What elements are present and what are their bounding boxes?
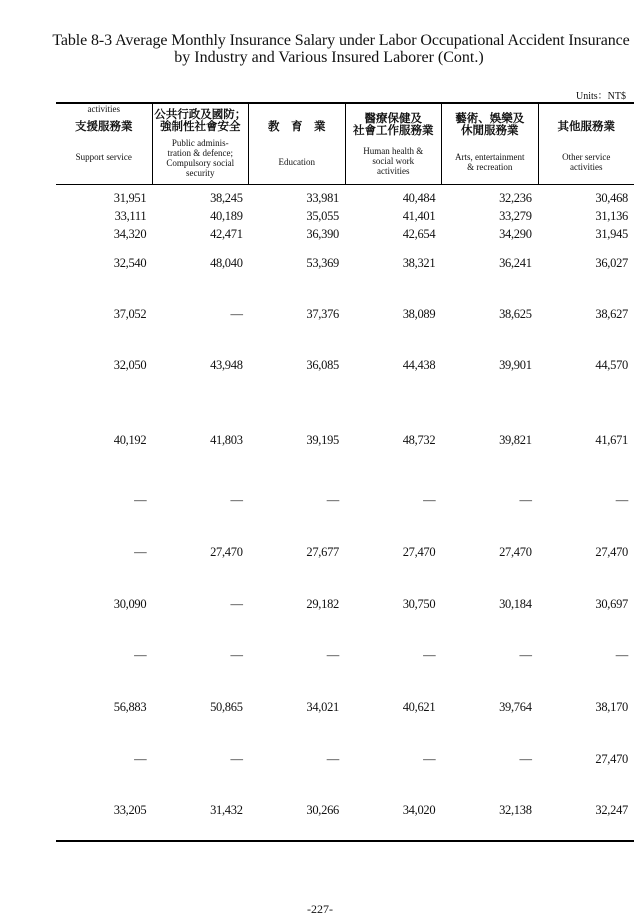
table-cell: 44,438 xyxy=(402,358,436,372)
table-row xyxy=(56,803,634,817)
column-header-en: security xyxy=(186,168,215,178)
table-cell: 53,369 xyxy=(306,256,339,270)
table-cell: 33,279 xyxy=(499,209,532,223)
table-cell: 27,470 xyxy=(402,545,436,559)
table-cell: — xyxy=(519,648,532,662)
column-header-en: activities xyxy=(87,104,120,114)
table-cell: 40,484 xyxy=(402,191,436,205)
column-header-3 xyxy=(346,104,443,184)
table-cell: — xyxy=(423,493,436,507)
table-cell: 33,981 xyxy=(306,191,339,205)
table-row xyxy=(56,752,634,766)
table-cell: 31,136 xyxy=(595,209,628,223)
column-header-zh: 公共行政及國防； xyxy=(154,107,247,121)
table-cell: 33,205 xyxy=(113,803,147,817)
table-cell: 32,540 xyxy=(113,256,147,270)
table-cell: 30,184 xyxy=(499,597,532,611)
column-header-4 xyxy=(442,104,539,184)
table-cell: 36,027 xyxy=(595,256,628,270)
table-cell: — xyxy=(134,545,147,559)
table-cell: 48,732 xyxy=(402,433,436,447)
table-cell: 27,470 xyxy=(210,545,243,559)
column-header-zh: 藝術、娛樂及 xyxy=(455,111,525,125)
table-cell: — xyxy=(423,648,436,662)
table-cell: 36,390 xyxy=(306,227,339,241)
title-line-2: by Industry and Various Insured Laborer (Cont.) xyxy=(174,49,484,66)
table-cell: 27,677 xyxy=(306,545,339,559)
table-cell: — xyxy=(615,648,628,662)
table-cell: 27,470 xyxy=(595,752,628,766)
table-row xyxy=(56,307,634,321)
table-cell: 31,945 xyxy=(595,227,628,241)
table-cell: — xyxy=(134,493,147,507)
table-row xyxy=(56,209,634,223)
table-cell: — xyxy=(230,752,243,766)
table-cell: 37,376 xyxy=(306,307,339,321)
title-line-1: Table 8-3 Average Monthly Insurance Salary under Labor Occupational Accident Insurance xyxy=(52,32,630,49)
table-cell: 44,570 xyxy=(595,358,628,372)
table-header xyxy=(56,104,634,184)
table-cell: — xyxy=(326,752,339,766)
column-header-5 xyxy=(539,104,635,184)
table-cell: 30,090 xyxy=(113,597,147,611)
table-bottom-rule xyxy=(56,840,634,842)
column-header-2 xyxy=(249,104,346,184)
table-cell: 37,052 xyxy=(113,307,147,321)
table-cell: 38,625 xyxy=(499,307,532,321)
table-cell: 34,320 xyxy=(113,227,147,241)
page-number: -227- xyxy=(307,902,333,916)
table-row xyxy=(56,227,634,241)
column-header-en: activities xyxy=(377,166,410,176)
table-row xyxy=(56,493,634,507)
table-cell: 27,470 xyxy=(595,545,628,559)
column-header-zh: 支援服務業 xyxy=(75,119,133,133)
table-cell: — xyxy=(230,648,243,662)
table-cell: 32,050 xyxy=(113,358,147,372)
table-cell: 31,951 xyxy=(113,191,147,205)
table-cell: 42,654 xyxy=(402,227,436,241)
table-cell: — xyxy=(326,648,339,662)
table-cell: 41,401 xyxy=(402,209,436,223)
table-cell: 40,189 xyxy=(210,209,243,223)
column-header-en: & recreation xyxy=(467,162,513,172)
column-header-en: Human health & xyxy=(363,146,424,156)
table-cell: — xyxy=(134,752,147,766)
header-bottom-rule xyxy=(56,184,634,185)
table-cell: 56,883 xyxy=(113,700,147,714)
table-cell: 39,821 xyxy=(499,433,532,447)
table-cell: 30,697 xyxy=(595,597,628,611)
column-header-zh: 其他服務業 xyxy=(557,119,615,133)
table-row xyxy=(56,597,634,611)
column-header-en: Public adminis- xyxy=(171,138,229,148)
table-cell: 30,750 xyxy=(402,597,436,611)
table-cell: 38,089 xyxy=(402,307,436,321)
column-header-en: Compulsory social xyxy=(166,158,235,168)
table-cell: 38,627 xyxy=(595,307,628,321)
table-cell: 40,621 xyxy=(402,700,436,714)
column-header-1 xyxy=(153,104,250,184)
table-cell: 34,290 xyxy=(499,227,532,241)
table-cell: — xyxy=(615,493,628,507)
table-cell: 29,182 xyxy=(306,597,339,611)
table-title xyxy=(0,32,640,66)
table-cell: 30,266 xyxy=(306,803,339,817)
column-header-zh: 強制性社會安全 xyxy=(160,119,241,133)
table-cell: 36,085 xyxy=(306,358,339,372)
column-header-en: Support service xyxy=(75,152,132,162)
table-cell: 32,247 xyxy=(595,803,628,817)
table-row xyxy=(56,545,634,559)
column-header-zh: 社會工作服務業 xyxy=(353,123,434,137)
table-cell: — xyxy=(326,493,339,507)
table-cell: 38,170 xyxy=(595,700,628,714)
column-header-en: Arts, entertainment xyxy=(455,152,525,162)
table-cell: 31,432 xyxy=(210,803,243,817)
table-cell: 40,192 xyxy=(113,433,147,447)
table-cell: 33,111 xyxy=(114,209,147,223)
table-cell: — xyxy=(230,307,243,321)
column-header-en: activities xyxy=(570,162,603,172)
table-cell: 38,321 xyxy=(402,256,436,270)
table-cell: 30,468 xyxy=(595,191,628,205)
table-cell: 48,040 xyxy=(210,256,243,270)
units-label: Units：NT$ xyxy=(576,91,626,102)
table-cell: — xyxy=(519,752,532,766)
table-cell: — xyxy=(230,597,243,611)
table-cell: 35,055 xyxy=(306,209,339,223)
table-cell: 27,470 xyxy=(499,545,532,559)
table-row xyxy=(56,648,634,662)
table-row xyxy=(56,700,634,714)
table-row xyxy=(56,256,634,270)
table-cell: 32,138 xyxy=(499,803,532,817)
table-cell: 42,471 xyxy=(210,227,243,241)
table-cell: 43,948 xyxy=(210,358,243,372)
table-cell: — xyxy=(519,493,532,507)
column-header-zh: 休閒服務業 xyxy=(461,123,519,137)
table-cell: 39,195 xyxy=(306,433,339,447)
table-cell: 41,671 xyxy=(595,433,628,447)
table-cell: — xyxy=(230,493,243,507)
table-cell: 32,236 xyxy=(499,191,532,205)
table-cell: 50,865 xyxy=(210,700,243,714)
table-cell: 39,764 xyxy=(499,700,532,714)
table-cell: 36,241 xyxy=(499,256,532,270)
column-header-zh: 醫療保健及 xyxy=(364,111,422,125)
table-cell: — xyxy=(134,648,147,662)
table-cell: 39,901 xyxy=(499,358,532,372)
table-row xyxy=(56,358,634,372)
table-row xyxy=(56,191,634,205)
table-cell: 38,245 xyxy=(210,191,243,205)
column-header-zh: 教 育 業 xyxy=(268,119,326,133)
table-row xyxy=(56,433,634,447)
column-header-en: social work xyxy=(372,156,415,166)
column-header-en: Other service xyxy=(562,152,611,162)
table-cell: — xyxy=(423,752,436,766)
column-header-en: Education xyxy=(278,157,315,167)
column-header-en: tration & defence; xyxy=(167,148,233,158)
table-cell: 41,803 xyxy=(210,433,243,447)
table-cell: 34,020 xyxy=(402,803,436,817)
table-cell: 34,021 xyxy=(306,700,339,714)
column-header-0 xyxy=(56,104,153,184)
